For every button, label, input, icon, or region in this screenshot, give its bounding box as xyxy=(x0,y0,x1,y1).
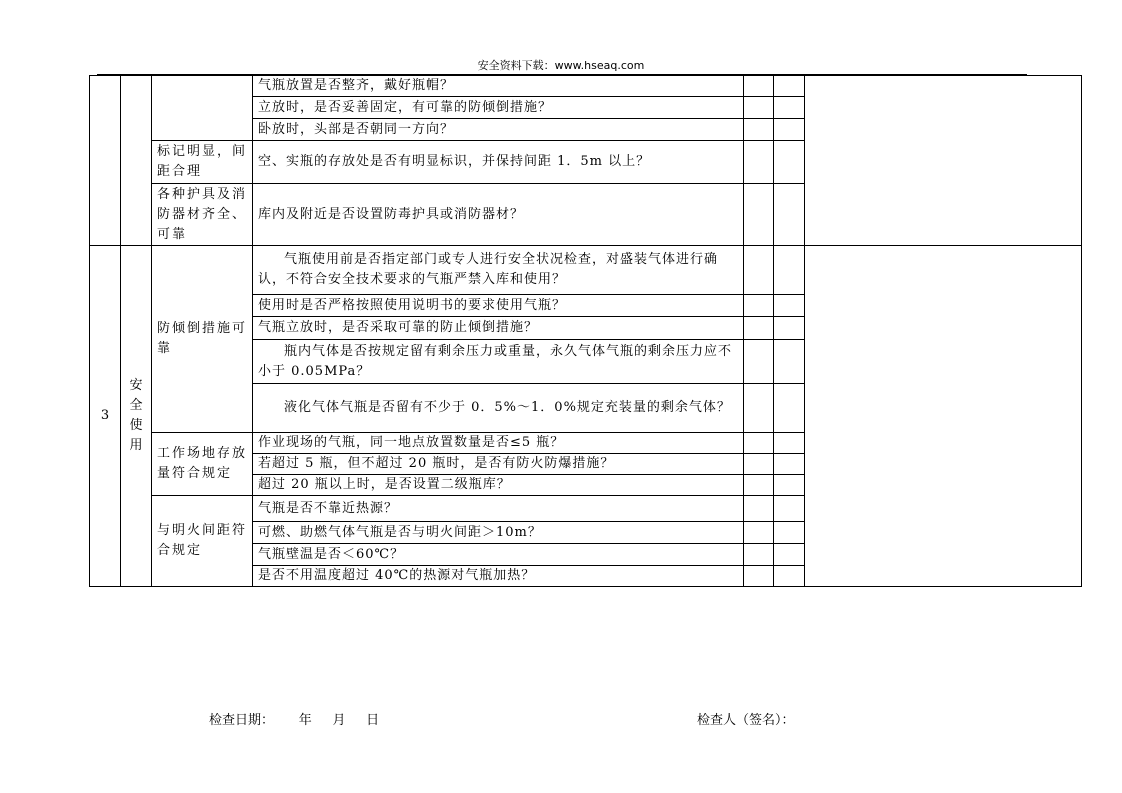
check-cell-no[interactable] xyxy=(774,76,805,97)
check-cell-no[interactable] xyxy=(774,544,805,566)
check-cell-yes[interactable] xyxy=(744,433,774,454)
check-cell-yes[interactable] xyxy=(744,384,774,433)
check-cell-yes[interactable] xyxy=(744,119,774,141)
check-item: 立放时，是否妥善固定，有可靠的防倾倒措施？ xyxy=(253,97,744,119)
category-cell xyxy=(121,246,152,587)
check-cell-no[interactable] xyxy=(774,246,805,295)
check-cell-no[interactable] xyxy=(774,184,805,246)
check-item: 作业现场的气瓶，同一地点放置数量是否≤5 瓶？ xyxy=(253,433,744,454)
check-item: 气瓶使用前是否指定部门或专人进行安全状况检查，对盛装气体进行确认，不符合安全技术要求的气瓶严禁入库和使用？ xyxy=(253,246,744,295)
check-cell-no[interactable] xyxy=(774,433,805,454)
check-cell-yes[interactable] xyxy=(744,496,774,522)
check-item: 瓶内气体是否按规定留有剩余压力或重量，永久气体气瓶的剩余压力应不小于 0.05MPa？ xyxy=(253,340,744,384)
check-cell-yes[interactable] xyxy=(744,317,774,340)
check-cell-yes[interactable] xyxy=(744,184,774,246)
check-cell-no[interactable] xyxy=(774,317,805,340)
inspector-signature-label: 检查人（签名）： xyxy=(697,713,795,728)
check-cell-no[interactable] xyxy=(774,97,805,119)
check-item: 液化气体气瓶是否留有不少于 0．5%～1．0%规定充装量的剩余气体？ xyxy=(253,384,744,433)
check-cell-yes[interactable] xyxy=(744,475,774,496)
subcategory-cell xyxy=(152,76,253,141)
check-cell-yes[interactable] xyxy=(744,340,774,384)
subcategory-cell: 与明火间距符合规定 xyxy=(152,496,253,587)
check-item: 卧放时，头部是否朝同一方向？ xyxy=(253,119,744,141)
subcategory-cell: 各种护具及消防器材齐全、可靠 xyxy=(152,184,253,246)
check-item: 可燃、助燃气体气瓶是否与明火间距＞10m？ xyxy=(253,522,744,544)
check-cell-yes[interactable] xyxy=(744,454,774,475)
check-cell-no[interactable] xyxy=(774,454,805,475)
check-cell-yes[interactable] xyxy=(744,97,774,119)
check-cell-yes[interactable] xyxy=(744,566,774,587)
check-item: 气瓶放置是否整齐，戴好瓶帽？ xyxy=(253,76,744,97)
check-cell-no[interactable] xyxy=(774,340,805,384)
category-label: 安全使用 xyxy=(129,378,143,453)
check-cell-no[interactable] xyxy=(774,119,805,141)
check-item: 气瓶立放时，是否采取可靠的防止倾倒措施？ xyxy=(253,317,744,340)
subcategory-cell: 防倾倒措施可靠 xyxy=(152,246,253,433)
table-row xyxy=(90,246,1082,295)
check-cell-yes[interactable] xyxy=(744,246,774,295)
table-row xyxy=(90,76,1082,97)
check-cell-no[interactable] xyxy=(774,295,805,317)
check-item: 若超过 5 瓶，但不超过 20 瓶时，是否有防火防爆措施？ xyxy=(253,454,744,475)
remarks-cell[interactable] xyxy=(805,246,1082,587)
check-cell-yes[interactable] xyxy=(744,295,774,317)
check-cell-yes[interactable] xyxy=(744,544,774,566)
check-item: 库内及附近是否设置防毒护具或消防器材？ xyxy=(253,184,744,246)
check-item: 是否不用温度超过 40℃的热源对气瓶加热？ xyxy=(253,566,744,587)
check-cell-no[interactable] xyxy=(774,475,805,496)
check-item: 超过 20 瓶以上时，是否设置二级瓶库？ xyxy=(253,475,744,496)
check-cell-yes[interactable] xyxy=(744,522,774,544)
remarks-cell[interactable] xyxy=(805,76,1082,246)
check-cell-yes[interactable] xyxy=(744,141,774,184)
check-cell-no[interactable] xyxy=(774,522,805,544)
check-cell-no[interactable] xyxy=(774,384,805,433)
check-cell-no[interactable] xyxy=(774,496,805,522)
check-item: 使用时是否严格按照使用说明书的要求使用气瓶？ xyxy=(253,295,744,317)
category-cell xyxy=(121,76,152,246)
check-item: 气瓶是否不靠近热源？ xyxy=(253,496,744,522)
inspection-checklist-table xyxy=(89,75,1082,587)
item-number-cell: 3 xyxy=(90,246,121,587)
check-cell-no[interactable] xyxy=(774,566,805,587)
check-item: 空、实瓶的存放处是否有明显标识，并保持间距 1．5m 以上？ xyxy=(253,141,744,184)
subcategory-cell: 标记明显，间距合理 xyxy=(152,141,253,184)
header-source-text: 安全资料下载：www.hseaq.com xyxy=(477,59,645,72)
inspection-date-label: 检查日期： 年 月 日 xyxy=(209,713,380,728)
check-cell-no[interactable] xyxy=(774,141,805,184)
check-cell-yes[interactable] xyxy=(744,76,774,97)
check-item: 气瓶壁温是否＜60℃？ xyxy=(253,544,744,566)
subcategory-cell: 工作场地存放量符合规定 xyxy=(152,433,253,496)
item-number-cell xyxy=(90,76,121,246)
